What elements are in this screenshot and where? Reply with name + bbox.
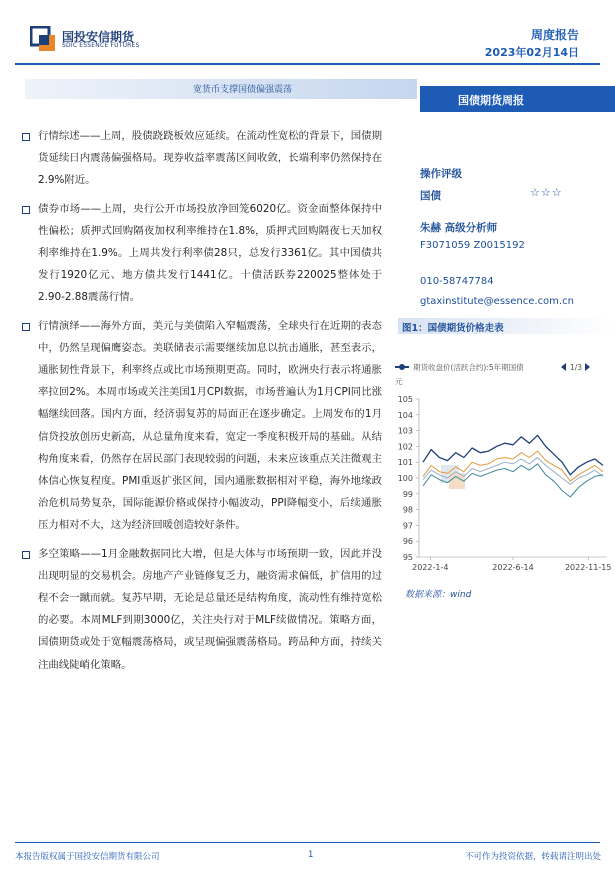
futures-price-chart <box>393 357 615 579</box>
analyst-email: gtaxinstitute@essence.com.cn <box>420 296 574 307</box>
report-body <box>22 125 382 682</box>
analyst-name: 朱赫 高级分析师 <box>420 222 498 234</box>
paragraph-text: 多空策略——1月金融数据同比大增，但是大体与市场预期一致，因此并没出现明显的交易机会。房地产产业链修复乏力，融资需求偏低，扩信用的过程不会一蹴而就。复苏早期，无论是总量还是结构角度，流动性有维持宽松的必要。本周MLF到期3000亿，关注央行对于MLF续做情况。策略方面，国债期货或处于宽幅震荡格局，或呈现偏强震荡格局。跨品种方面，持续关注曲线陡峭化策略。 <box>38 547 382 671</box>
page-number: 1 <box>308 850 314 860</box>
logo-name-en: SDIC ESSENCE FUTURES <box>62 42 140 49</box>
company-logo <box>30 26 155 52</box>
paragraph-text: 行情演绎——海外方面，美元与美债陷入窄幅震荡，全球央行在近期的表态中，仍然呈现偏鹰姿态。美联储表示需要继续加息以抗击通胀，甚至表示，通胀韧性背景下，利率终点或比市场预期更高。同时，欧洲央行表示将通胀率拉回2%。本周市场或关注美国1月CPI数据，市场普遍认为1月CPI同比涨幅继续回落。国内方面，经济弱复苏的局面正在逐步确定。上周发布的1月信贷投放创历史新高，从总量角度来看，宽定一季度积极开局的基础。从结构角度来看，仍然存在居民部门表现较弱的问题，未来应该重点关注微观主体信心恢复程度。PMI重返扩张区间，国内通胀数据相对平稳，海外地缘政治危机局势复杂，国际能源价格或保持小幅波动，PPI降幅变小，后续通胀压力相对不大，这为经济回暖创造较好条件。 <box>38 319 382 532</box>
report-date: 2023年02月14日 <box>484 46 579 59</box>
paragraph-bond-market <box>22 198 382 309</box>
logo-name-cn: 国投安信期货 <box>62 30 135 44</box>
footer-disclaimer: 不可作为投资依据，转载请注明出处 <box>464 852 601 862</box>
logo-mark-icon <box>30 26 56 52</box>
analyst-phone: 010-58747784 <box>420 276 494 287</box>
square-bullet-icon <box>22 206 30 214</box>
footer-copyright: 本报告版权属于国投安信期货有限公司 <box>15 852 160 862</box>
header-divider <box>15 63 600 65</box>
x-tick-label: 2022-1-4 <box>412 563 449 572</box>
x-axis <box>412 557 611 572</box>
square-bullet-icon <box>22 323 30 331</box>
report-section-tab-label: 国债期货周报 <box>458 94 524 107</box>
legend-label: 期货收盘价(活跃合约):5年期国债 <box>413 363 524 372</box>
y-tick-label: 95 <box>402 553 413 562</box>
legend-prev-icon[interactable] <box>561 363 566 371</box>
rating-stars: ☆☆☆ <box>530 186 563 199</box>
rating-title: 操作评级 <box>420 168 462 180</box>
x-tick-label: 2022-6-14 <box>492 563 534 572</box>
analyst-certificate: F3071059 Z0015192 <box>420 240 525 251</box>
figure-source: 数据来源：wind <box>405 590 472 600</box>
paragraph-text: 债券市场——上周，央行公开市场投放净回笼6020亿。资金面整体保持中性偏松；质押式回购隔夜加权利率维持在1.8%，质押式回购隔夜七天加权利率维持在1.9%。上周共发行利率债28只，总发行3361亿。其中国债共发行1920亿元、地方债共发行1441亿。十债活跃券220025整体处于2.90-2.88震荡行情。 <box>38 202 382 304</box>
y-tick-label: 104 <box>397 410 413 420</box>
figure-title: 图1：国债期货价格走表 <box>402 323 504 334</box>
paragraph-market-summary <box>22 125 382 192</box>
legend-unit: 元 <box>395 377 403 386</box>
y-tick-label: 100 <box>397 474 413 483</box>
headline-text: 宽货币支撑国债偏强震荡 <box>193 85 293 95</box>
rating-item: 国债 <box>420 190 441 202</box>
chart-legend <box>395 362 590 386</box>
square-bullet-icon <box>22 133 30 141</box>
footer-divider <box>15 842 600 843</box>
legend-next-icon[interactable] <box>585 363 590 371</box>
report-type: 周度报告 <box>530 28 579 42</box>
y-tick-label: 102 <box>397 442 413 452</box>
y-tick-label: 99 <box>402 489 413 499</box>
y-tick-label: 105 <box>397 395 413 404</box>
figure-caption-bar <box>398 318 615 334</box>
report-section-tab <box>420 86 615 112</box>
y-axis <box>398 395 419 562</box>
y-tick-label: 101 <box>397 458 413 468</box>
y-tick-label: 103 <box>397 426 413 436</box>
y-tick-label: 97 <box>402 521 413 531</box>
headline-banner <box>25 79 417 99</box>
paragraph-market-analysis <box>22 315 382 537</box>
x-tick-label: 2022-11-15 <box>564 563 612 572</box>
paragraph-strategy <box>22 543 382 676</box>
legend-marker <box>399 364 405 370</box>
y-tick-label: 96 <box>402 537 413 547</box>
legend-page: 1/3 <box>570 363 583 372</box>
square-bullet-icon <box>22 551 30 559</box>
y-tick-label: 98 <box>402 505 413 515</box>
paragraph-text: 行情综述——上周，股债跷跷板效应延续。在流动性宽松的背景下，国债期货延续日内震荡偏强格局。现券收益率震荡区间收敛，长端利率仍然保持在2.9%附近。 <box>38 130 382 187</box>
